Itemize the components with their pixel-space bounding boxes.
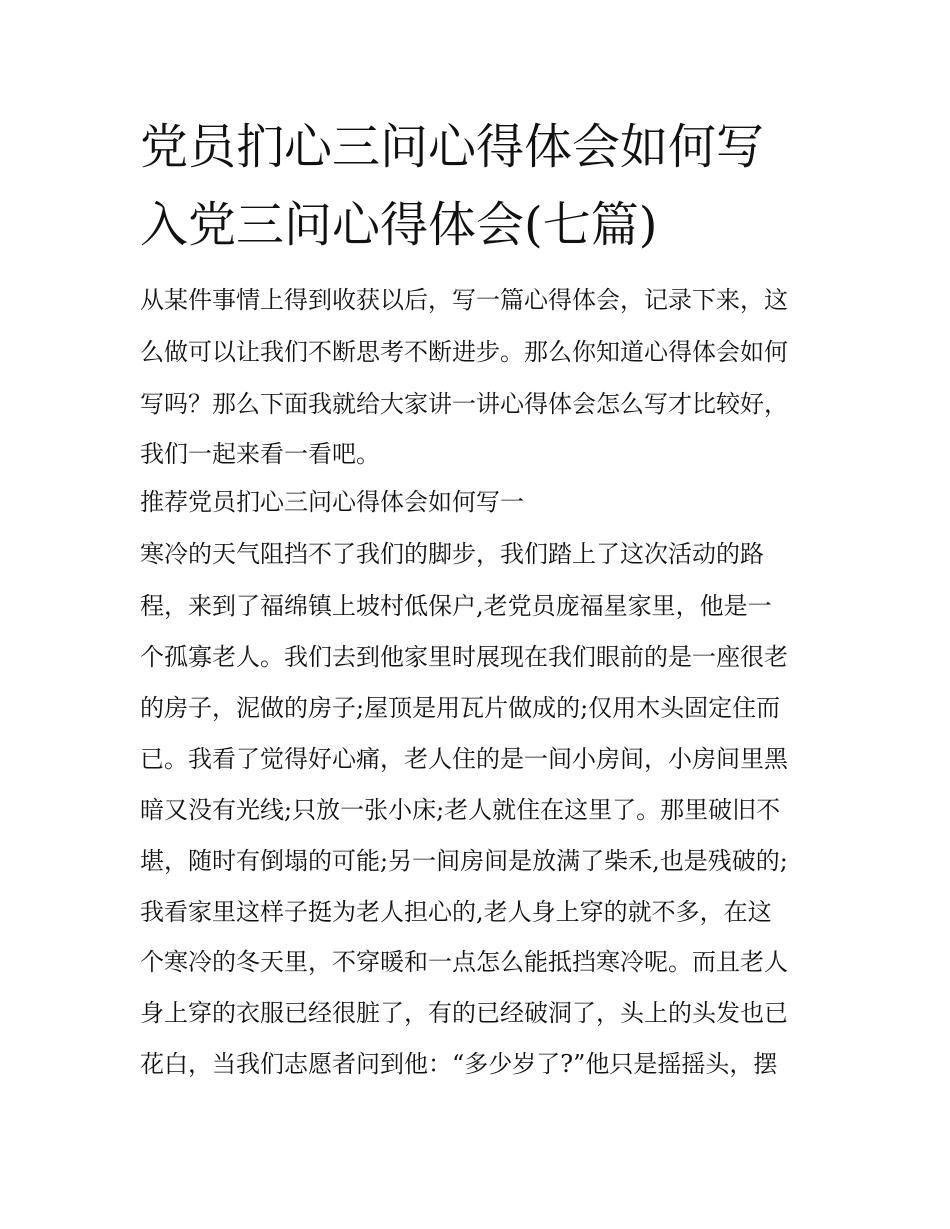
document-title-line-1: 党员扪心三问心得体会如何写 — [140, 119, 765, 175]
body-line-1: 寒冷的天气阻挡不了我们的脚步，我们踏上了这次活动的路 — [140, 540, 764, 568]
body-line-7: 堪，随时有倒塌的可能;另一间房间是放满了柴禾,也是残破的; — [140, 847, 788, 875]
intro-line-1: 从某件事情上得到收获以后，写一篇心得体会，记录下来，这 — [140, 286, 788, 314]
body-line-2: 程，来到了福绵镇上坡村低保户,老党员庞福星家里，他是一 — [140, 592, 772, 620]
body-line-11: 花白，当我们志愿者问到他：“多少岁了?”他只是摇摇头，摆 — [140, 1050, 778, 1078]
body-line-6: 暗又没有光线;只放一张小床;老人就住在这里了。那里破旧不 — [140, 796, 781, 824]
section-heading: 推荐党员扪心三问心得体会如何写一 — [140, 488, 524, 516]
body-line-8: 我看家里这样子挺为老人担心的,老人身上穿的就不多，在这 — [140, 898, 772, 926]
body-line-4: 的房子，泥做的房子;屋顶是用瓦片做成的;仅用木头固定住而 — [140, 694, 781, 722]
intro-line-2: 么做可以让我们不断思考不断进步。那么你知道心得体会如何 — [140, 338, 788, 366]
intro-line-3: 写吗？那么下面我就给大家讲一讲心得体会怎么写才比较好， — [140, 390, 788, 418]
intro-line-4: 我们一起来看一看吧。 — [140, 440, 380, 468]
body-line-3: 个孤寡老人。我们去到他家里时展现在我们眼前的是一座很老 — [140, 643, 788, 671]
body-line-5: 已。我看了觉得好心痛，老人住的是一间小房间，小房间里黑 — [140, 745, 788, 773]
document-title-line-2: 入党三问心得体会(七篇) — [140, 197, 658, 253]
body-line-10: 身上穿的衣服已经很脏了，有的已经破洞了，头上的头发也已 — [140, 999, 788, 1027]
body-line-9: 个寒冷的冬天里，不穿暖和一点怎么能抵挡寒冷呢。而且老人 — [140, 948, 788, 976]
